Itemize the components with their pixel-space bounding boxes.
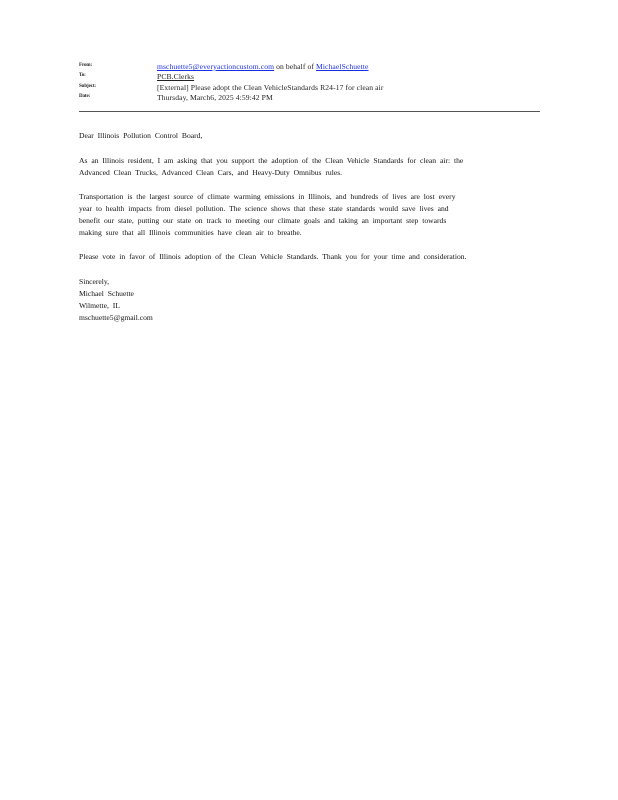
from-value bbox=[157, 62, 369, 71]
from-behalf-text: on behalf of bbox=[274, 62, 316, 71]
email-body bbox=[79, 130, 541, 142]
to-value-link[interactable]: PCB.Clerks bbox=[157, 72, 195, 81]
from-label: From: bbox=[79, 63, 93, 68]
paragraph-3 bbox=[79, 251, 541, 263]
to-label: To: bbox=[79, 73, 86, 78]
from-name-link[interactable]: MichaelSchuette bbox=[316, 62, 369, 71]
date-row bbox=[79, 93, 539, 104]
p2-line-4: making sure that all Illinois communities have clean air to breathe. bbox=[79, 228, 302, 237]
p3-line-1: Please vote in favor of Illinois adoption of the Clean Vehicle Standards. Thank you for your time and consideration. bbox=[79, 252, 467, 261]
header-divider bbox=[79, 111, 540, 112]
signature-name: Michael Schuette bbox=[79, 289, 134, 298]
paragraph-1 bbox=[79, 155, 541, 179]
p2-line-2: year to health impacts from diesel pollution. The science shows that these state standards would save lives and bbox=[79, 204, 449, 213]
signature-email: mschuette5@gmail.com bbox=[79, 313, 153, 322]
signature-city: Wilmette, IL bbox=[79, 301, 120, 310]
closing: Sincerely, bbox=[79, 277, 110, 286]
subject-value: [External] Please adopt the Clean VehicleStandards R24-17 for clean air bbox=[157, 83, 384, 92]
subject-label: Subject: bbox=[79, 84, 96, 89]
paragraph-2 bbox=[79, 191, 541, 239]
p2-line-1: Transportation is the largest source of climate warming emissions in Illinois, and hundreds of lives are lost every bbox=[79, 192, 456, 201]
greeting: Dear Illinois Pollution Control Board, bbox=[79, 131, 203, 140]
date-label: Date: bbox=[79, 94, 91, 99]
from-address-link[interactable]: mschuette5@everyactioncustom.com bbox=[157, 62, 275, 71]
date-value: Thursday, March6, 2025 4:59:42 PM bbox=[157, 93, 273, 102]
p2-line-3: benefit our state, putting our state on track to meeting our climate goals and taking an important step towards bbox=[79, 216, 447, 225]
p1-line-1: As an Illinois resident, I am asking that you support the adoption of the Clean Vehicle Standards for clean air: the bbox=[79, 156, 464, 165]
to-row bbox=[79, 72, 539, 83]
signature-block bbox=[79, 276, 541, 324]
p1-line-2: Advanced Clean Trucks, Advanced Clean Cars, and Heavy-Duty Omnibus rules. bbox=[79, 168, 343, 177]
